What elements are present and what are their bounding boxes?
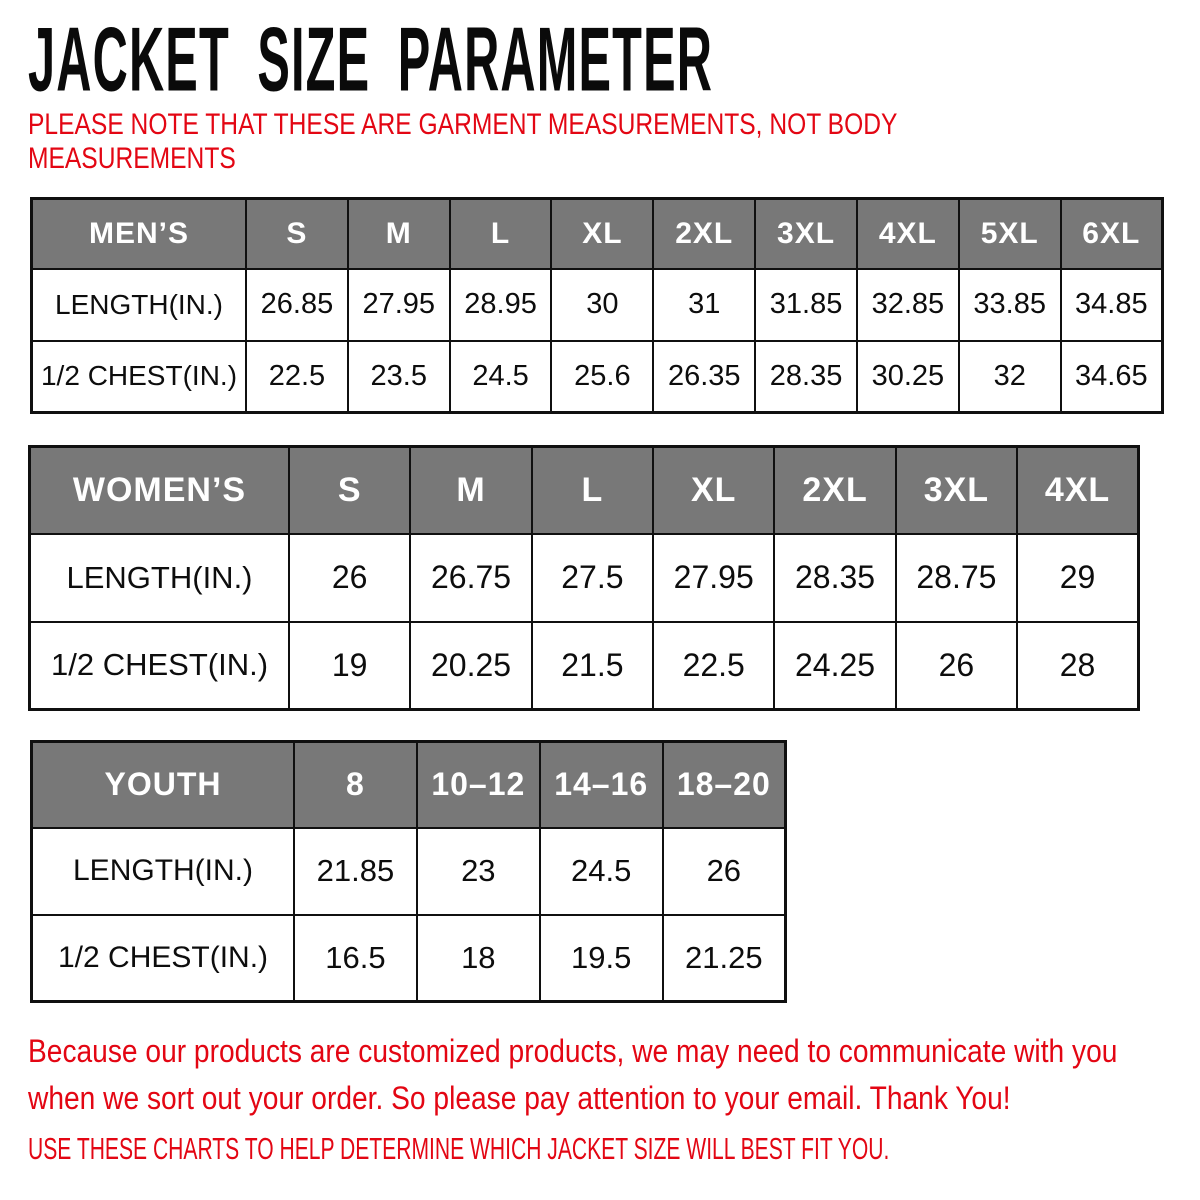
womens-size-header-cell: XL bbox=[653, 447, 774, 534]
mens-size-header-cell: S bbox=[246, 199, 348, 269]
customization-notice bbox=[28, 1028, 1200, 1122]
womens-header-row bbox=[30, 447, 1139, 534]
mens-size-header-cell: 5XL bbox=[959, 199, 1061, 269]
womens-value-cell: 26.75 bbox=[410, 534, 531, 622]
youth-size-table bbox=[30, 740, 787, 1003]
womens-size-table bbox=[28, 445, 1140, 711]
mens-data-row bbox=[32, 341, 1163, 413]
youth-value-cell: 16.5 bbox=[294, 915, 417, 1002]
mens-size-header-cell: 4XL bbox=[857, 199, 959, 269]
mens-value-cell: 24.5 bbox=[450, 341, 552, 413]
note-line-1: PLEASE NOTE THAT THESE ARE GARMENT MEASUREMENTS, NOT BODY bbox=[28, 108, 898, 141]
note-line-2: MEASUREMENTS bbox=[28, 142, 236, 175]
mens-value-cell: 26.85 bbox=[246, 269, 348, 341]
youth-value-cell: 19.5 bbox=[540, 915, 663, 1002]
fit-advice-line: USE THESE CHARTS TO HELP DETERMINE WHICH JACKET SIZE WILL BEST FIT YOU. bbox=[28, 1131, 890, 1166]
womens-size-header-cell: 2XL bbox=[774, 447, 895, 534]
youth-data-row bbox=[32, 915, 786, 1002]
mens-value-cell: 26.35 bbox=[653, 341, 755, 413]
mens-size-header-cell: XL bbox=[551, 199, 653, 269]
womens-row-label-cell: LENGTH(IN.) bbox=[30, 534, 290, 622]
youth-row-label-cell: 1/2 CHEST(IN.) bbox=[32, 915, 295, 1002]
mens-value-cell: 31 bbox=[653, 269, 755, 341]
womens-value-cell: 26 bbox=[896, 622, 1017, 710]
mens-size-header-cell: M bbox=[348, 199, 450, 269]
page-title: JACKET SIZE PARAMETER bbox=[28, 8, 714, 111]
mens-value-cell: 25.6 bbox=[551, 341, 653, 413]
womens-size-header-cell: L bbox=[532, 447, 653, 534]
mens-value-cell: 28.95 bbox=[450, 269, 552, 341]
womens-value-cell: 28.75 bbox=[896, 534, 1017, 622]
womens-value-cell: 22.5 bbox=[653, 622, 774, 710]
womens-data-row bbox=[30, 534, 1139, 622]
youth-value-cell: 23 bbox=[417, 828, 540, 915]
mens-size-table bbox=[30, 197, 1164, 414]
notice-line-1: Because our products are customized products, we may need to communicate with you bbox=[28, 1033, 1118, 1069]
mens-value-cell: 30 bbox=[551, 269, 653, 341]
youth-size-header-cell: 14–16 bbox=[540, 742, 663, 828]
youth-value-cell: 18 bbox=[417, 915, 540, 1002]
mens-size-header-cell: 3XL bbox=[755, 199, 857, 269]
youth-header-row bbox=[32, 742, 786, 828]
mens-value-cell: 32 bbox=[959, 341, 1061, 413]
womens-value-cell: 27.95 bbox=[653, 534, 774, 622]
womens-row-label-cell: 1/2 CHEST(IN.) bbox=[30, 622, 290, 710]
mens-value-cell: 28.35 bbox=[755, 341, 857, 413]
youth-row-label-cell: LENGTH(IN.) bbox=[32, 828, 295, 915]
youth-value-cell: 24.5 bbox=[540, 828, 663, 915]
womens-size-header-cell: 4XL bbox=[1017, 447, 1138, 534]
womens-data-row bbox=[30, 622, 1139, 710]
womens-value-cell: 28.35 bbox=[774, 534, 895, 622]
womens-table-title-cell: WOMEN’S bbox=[30, 447, 290, 534]
mens-value-cell: 30.25 bbox=[857, 341, 959, 413]
youth-size-header-cell: 10–12 bbox=[417, 742, 540, 828]
mens-value-cell: 34.65 bbox=[1061, 341, 1163, 413]
mens-header-row bbox=[32, 199, 1163, 269]
mens-data-row bbox=[32, 269, 1163, 341]
youth-table-title-cell: YOUTH bbox=[32, 742, 295, 828]
womens-value-cell: 20.25 bbox=[410, 622, 531, 710]
mens-value-cell: 31.85 bbox=[755, 269, 857, 341]
womens-size-header-cell: 3XL bbox=[896, 447, 1017, 534]
youth-size-header-cell: 18–20 bbox=[663, 742, 786, 828]
womens-size-header-cell: S bbox=[289, 447, 410, 534]
mens-value-cell: 33.85 bbox=[959, 269, 1061, 341]
womens-value-cell: 19 bbox=[289, 622, 410, 710]
mens-size-header-cell: 6XL bbox=[1061, 199, 1163, 269]
youth-value-cell: 26 bbox=[663, 828, 786, 915]
mens-value-cell: 27.95 bbox=[348, 269, 450, 341]
notice-line-2: when we sort out your order. So please pay attention to your email. Thank You! bbox=[28, 1080, 1011, 1116]
womens-value-cell: 24.25 bbox=[774, 622, 895, 710]
mens-size-header-cell: L bbox=[450, 199, 552, 269]
youth-data-row bbox=[32, 828, 786, 915]
womens-value-cell: 27.5 bbox=[532, 534, 653, 622]
youth-value-cell: 21.25 bbox=[663, 915, 786, 1002]
mens-value-cell: 23.5 bbox=[348, 341, 450, 413]
mens-size-header-cell: 2XL bbox=[653, 199, 755, 269]
youth-size-header-cell: 8 bbox=[294, 742, 417, 828]
womens-value-cell: 28 bbox=[1017, 622, 1138, 710]
youth-value-cell: 21.85 bbox=[294, 828, 417, 915]
womens-value-cell: 29 bbox=[1017, 534, 1138, 622]
garment-measurement-note bbox=[28, 108, 1088, 176]
mens-value-cell: 22.5 bbox=[246, 341, 348, 413]
mens-value-cell: 32.85 bbox=[857, 269, 959, 341]
womens-value-cell: 26 bbox=[289, 534, 410, 622]
mens-value-cell: 34.85 bbox=[1061, 269, 1163, 341]
womens-size-header-cell: M bbox=[410, 447, 531, 534]
mens-table-title-cell: MEN’S bbox=[32, 199, 247, 269]
mens-row-label-cell: 1/2 CHEST(IN.) bbox=[32, 341, 247, 413]
womens-value-cell: 21.5 bbox=[532, 622, 653, 710]
mens-row-label-cell: LENGTH(IN.) bbox=[32, 269, 247, 341]
